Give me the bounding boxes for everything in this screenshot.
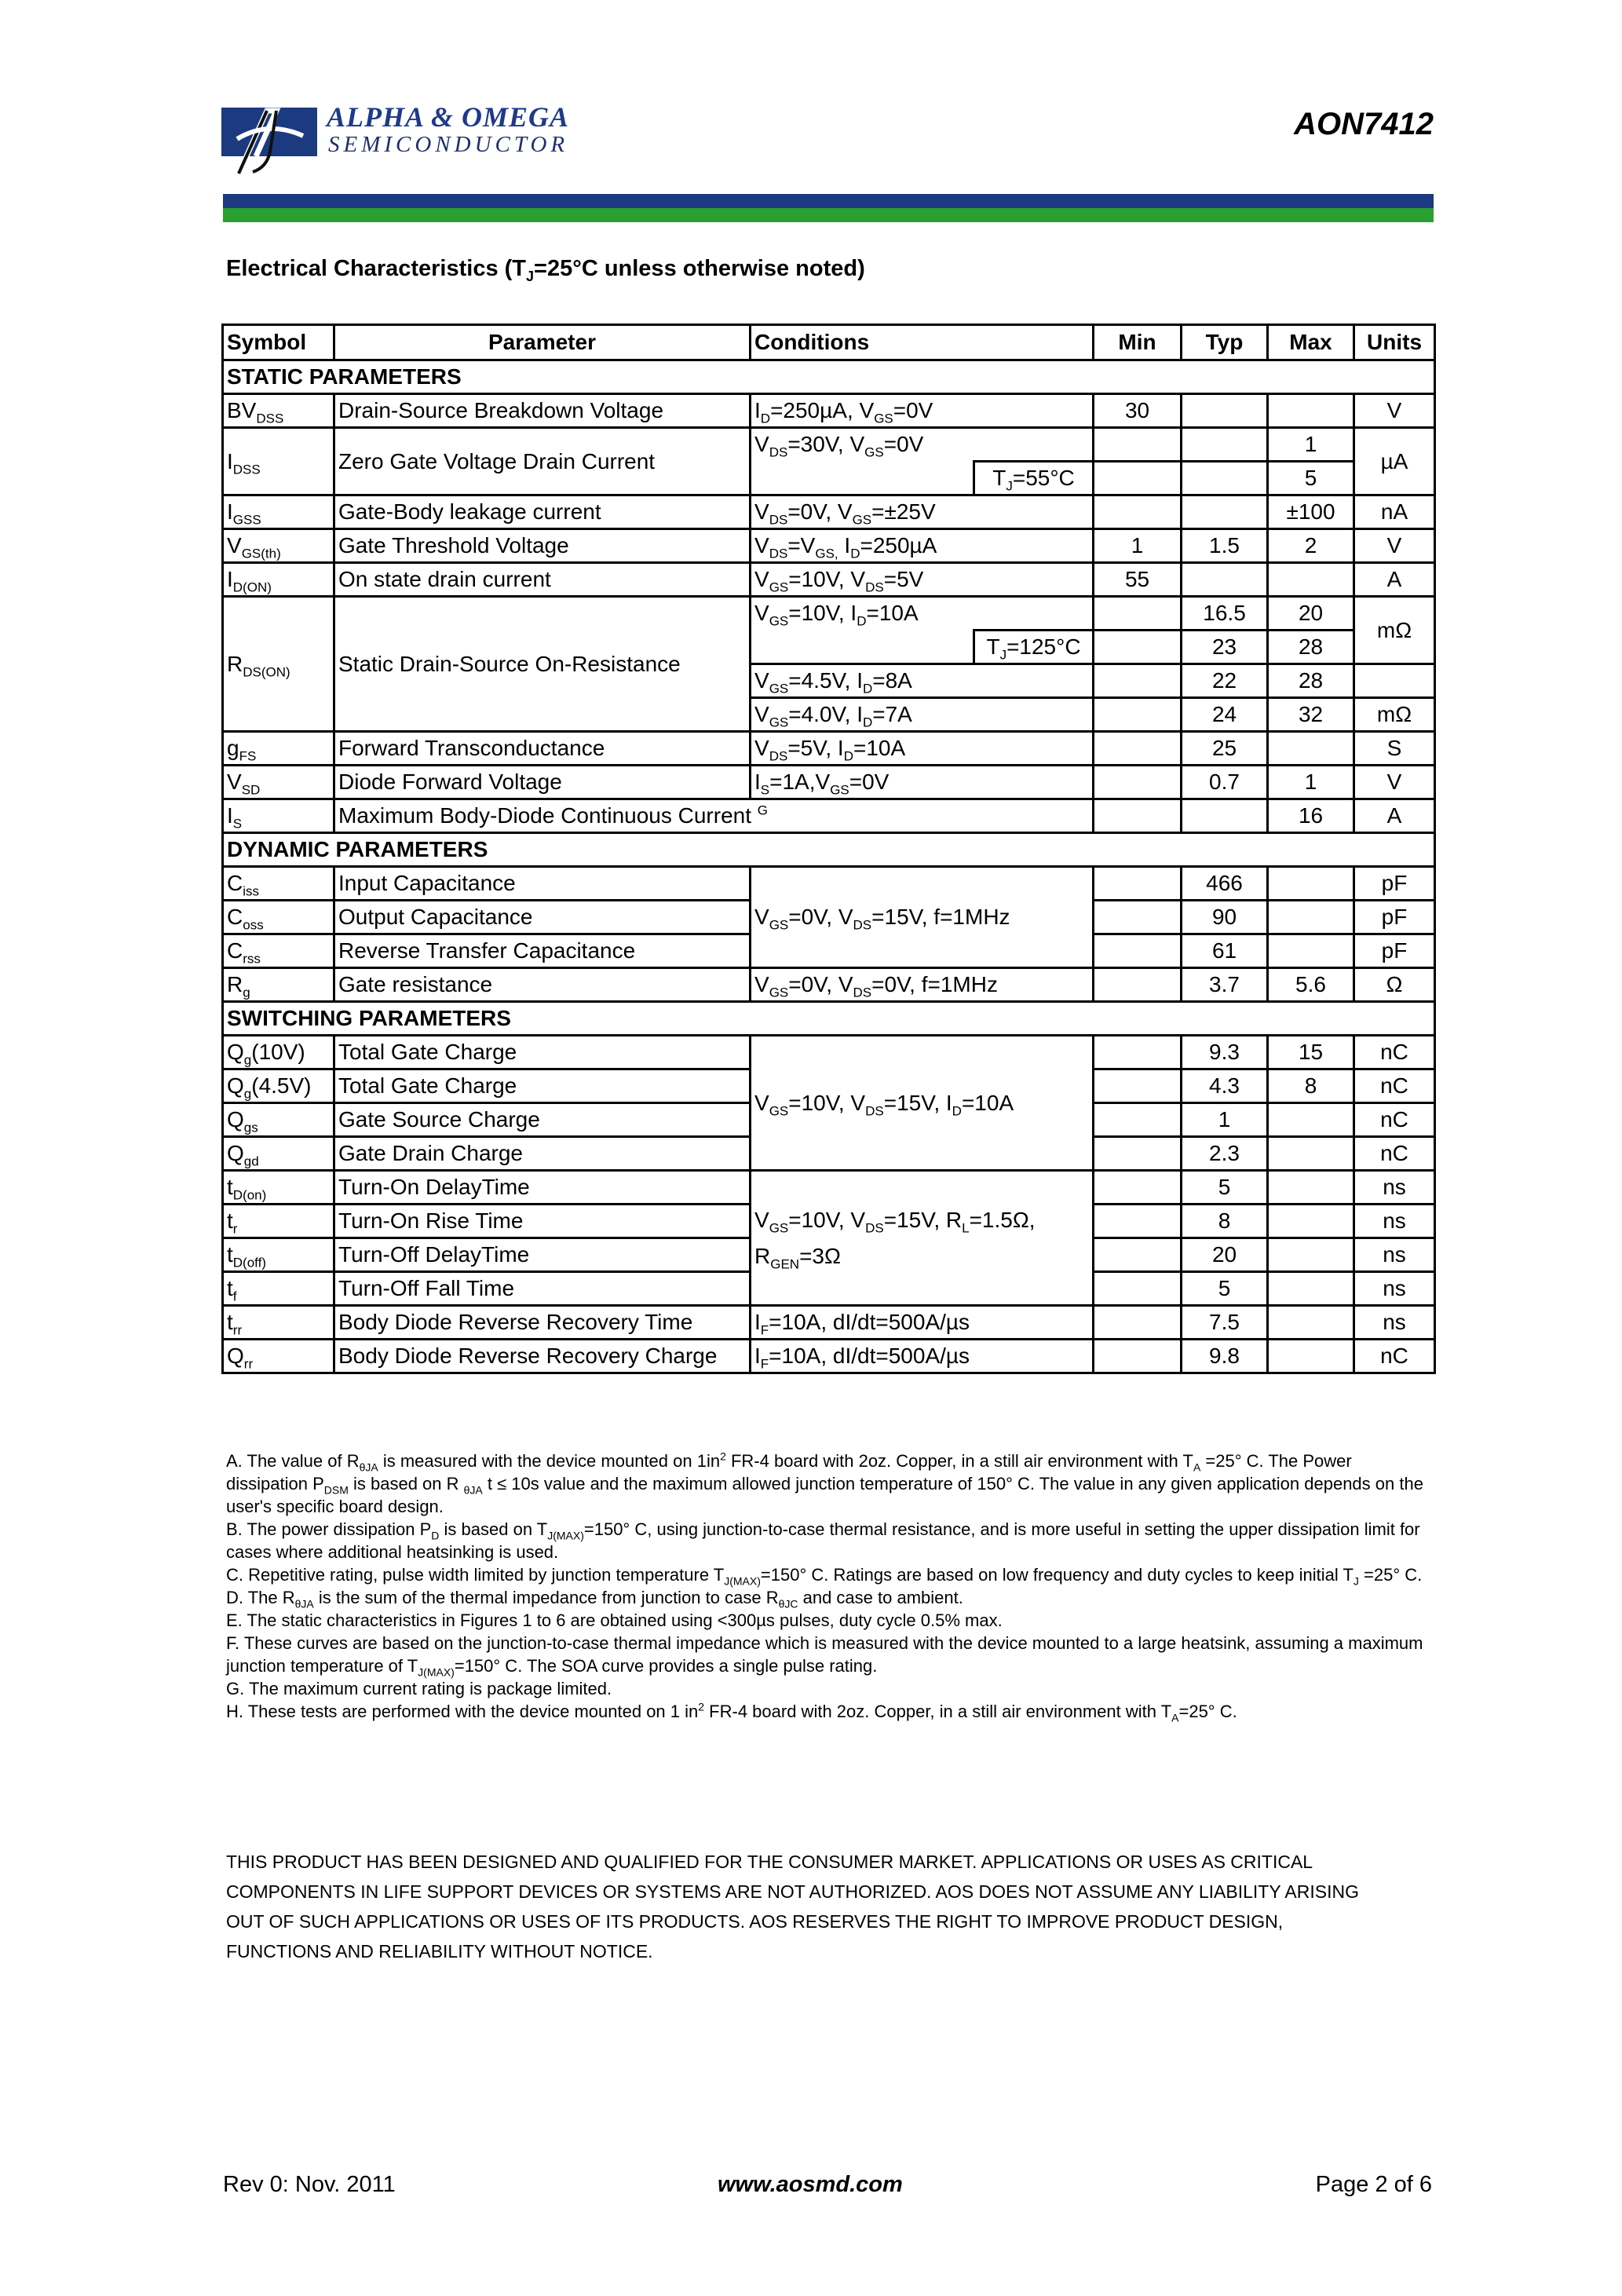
min-cell bbox=[1094, 766, 1182, 799]
max-cell bbox=[1268, 1171, 1354, 1205]
min-cell bbox=[1094, 462, 1182, 495]
min-cell bbox=[1094, 1205, 1182, 1238]
typ-cell bbox=[1182, 462, 1268, 495]
min-cell bbox=[1094, 867, 1182, 901]
symbol-cell: $C_{oss}$ bbox=[223, 901, 334, 934]
max-cell bbox=[1268, 732, 1354, 766]
typ-cell: 8 bbox=[1182, 1205, 1268, 1238]
max-cell bbox=[1268, 1238, 1354, 1272]
parameter-cell: Turn-Off DelayTime bbox=[334, 1238, 751, 1272]
typ-cell: 2.3 bbox=[1182, 1137, 1268, 1171]
parameter-cell: Gate-Body leakage current bbox=[334, 495, 751, 529]
disclaimer-line: THIS PRODUCT HAS BEEN DESIGNED AND QUALIFIED FOR THE CONSUMER MARKET. APPLICATIONS OR USES AS CRITICAL bbox=[226, 1852, 1313, 1872]
units-cell: V bbox=[1354, 529, 1435, 563]
symbol-cell: $I_{D(ON)}$ bbox=[223, 563, 334, 597]
typ-cell bbox=[1182, 428, 1268, 462]
typ-cell: 23 bbox=[1182, 631, 1268, 664]
header-max: Max bbox=[1268, 325, 1354, 360]
max-cell: 20 bbox=[1268, 597, 1354, 631]
typ-cell: 25 bbox=[1182, 732, 1268, 766]
max-cell: 2 bbox=[1268, 529, 1354, 563]
max-cell: 15 bbox=[1268, 1036, 1354, 1069]
min-cell bbox=[1094, 1069, 1182, 1103]
max-cell: 5.6 bbox=[1268, 968, 1354, 1002]
table-row bbox=[223, 597, 1435, 631]
typ-cell: 7.5 bbox=[1182, 1306, 1268, 1340]
max-cell: 28 bbox=[1268, 631, 1354, 664]
max-cell bbox=[1268, 1137, 1354, 1171]
units-cell: pF bbox=[1354, 867, 1435, 901]
disclaimer-line: OUT OF SUCH APPLICATIONS OR USES OF ITS PRODUCTS. AOS RESERVES THE RIGHT TO IMPROVE PRODUCT DESIGN, bbox=[226, 1911, 1284, 1932]
section-static: STATIC PARAMETERS bbox=[223, 360, 1435, 394]
header-parameter: Parameter bbox=[334, 325, 751, 360]
units-cell bbox=[1354, 664, 1435, 698]
min-cell bbox=[1094, 1036, 1182, 1069]
units-cell: ns bbox=[1354, 1306, 1435, 1340]
header-min: Min bbox=[1094, 325, 1182, 360]
min-cell bbox=[1094, 968, 1182, 1002]
max-cell: 8 bbox=[1268, 1069, 1354, 1103]
min-cell: 30 bbox=[1094, 394, 1182, 428]
units-cell: S bbox=[1354, 732, 1435, 766]
conditions-cell: $V_{DS}=5V$, $I_D=10A$ bbox=[751, 732, 1094, 766]
typ-cell: 1 bbox=[1182, 1103, 1268, 1137]
symbol-cell: $C_{iss}$ bbox=[223, 867, 334, 901]
symbol-cell: $t_f$ bbox=[223, 1272, 334, 1306]
conditions-cell: $I_F=10A$, dI/dt=500A/µs bbox=[751, 1340, 1094, 1373]
units-cell: µA bbox=[1354, 428, 1435, 495]
header-symbol: Symbol bbox=[223, 325, 334, 360]
min-cell bbox=[1094, 934, 1182, 968]
conditions-cell: $V_{GS}=10V$, $V_{DS}=15V$, $I_D=10A$ bbox=[751, 1036, 1094, 1171]
units-cell: ns bbox=[1354, 1171, 1435, 1205]
units-cell: ns bbox=[1354, 1272, 1435, 1306]
max-cell bbox=[1268, 1340, 1354, 1373]
units-cell: V bbox=[1354, 766, 1435, 799]
symbol-cell: $Q_g(4.5V)$ bbox=[223, 1069, 334, 1103]
symbol-cell: $I_S$ bbox=[223, 799, 334, 833]
table-row bbox=[223, 968, 1435, 1002]
units-cell: Ω bbox=[1354, 968, 1435, 1002]
table-row bbox=[223, 529, 1435, 563]
table-row bbox=[223, 495, 1435, 529]
symbol-cell: $g_{FS}$ bbox=[223, 732, 334, 766]
units-cell: nC bbox=[1354, 1340, 1435, 1373]
units-cell: nC bbox=[1354, 1103, 1435, 1137]
parameter-cell: Turn-Off Fall Time bbox=[334, 1272, 751, 1306]
parameter-cell: Gate Drain Charge bbox=[334, 1137, 751, 1171]
table-row bbox=[223, 428, 1435, 462]
table-row bbox=[223, 867, 1435, 901]
max-cell: 1 bbox=[1268, 766, 1354, 799]
typ-cell: 1.5 bbox=[1182, 529, 1268, 563]
table-header-row bbox=[223, 325, 1435, 360]
footnote: C. Repetitive rating, pulse width limited by junction temperature $T_{J(MAX)}=150^\circ$ C. Ratings are based on low frequency and duty cycles to keep initial $T_J =25^\circ$ C. bbox=[226, 1565, 1423, 1588]
conditions-cell: $T_J=55^\circ C$ bbox=[974, 462, 1094, 495]
header-bar-green bbox=[223, 208, 1434, 222]
max-cell: 1 bbox=[1268, 428, 1354, 462]
conditions-cell: $I_F=10A$, dI/dt=500A/µs bbox=[751, 1306, 1094, 1340]
units-cell: V bbox=[1354, 394, 1435, 428]
footnotes bbox=[226, 1450, 1435, 1723]
units-cell: ns bbox=[1354, 1238, 1435, 1272]
table-row bbox=[223, 732, 1435, 766]
typ-cell: 5 bbox=[1182, 1272, 1268, 1306]
conditions-cell: $V_{GS}=4.5V$, $I_D=8A$ bbox=[751, 664, 1094, 698]
typ-cell: 9.8 bbox=[1182, 1340, 1268, 1373]
units-cell: mΩ bbox=[1354, 597, 1435, 664]
max-cell: 32 bbox=[1268, 698, 1354, 732]
units-cell: A bbox=[1354, 799, 1435, 833]
parameter-cell: Diode Forward Voltage bbox=[334, 766, 751, 799]
conditions-cell: $I_S=1A,V_{GS}=0V$ bbox=[751, 766, 1094, 799]
parameter-cell: Forward Transconductance bbox=[334, 732, 751, 766]
parameter-cell: Output Capacitance bbox=[334, 901, 751, 934]
alpha-omega-logo-icon bbox=[221, 104, 317, 175]
units-cell: A bbox=[1354, 563, 1435, 597]
max-cell bbox=[1268, 1272, 1354, 1306]
min-cell bbox=[1094, 597, 1182, 631]
units-cell: nC bbox=[1354, 1036, 1435, 1069]
max-cell bbox=[1268, 1306, 1354, 1340]
brand-name: ALPHA & OMEGA bbox=[327, 101, 570, 133]
footer-website-link[interactable]: www.aosmd.com bbox=[718, 2172, 903, 2197]
typ-cell bbox=[1182, 394, 1268, 428]
footer-page-number: Page 2 of 6 bbox=[1315, 2172, 1432, 2197]
typ-cell: 3.7 bbox=[1182, 968, 1268, 1002]
section-switching: SWITCHING PARAMETERS bbox=[223, 1002, 1435, 1036]
symbol-cell: $V_{GS(th)}$ bbox=[223, 529, 334, 563]
parameter-cell: Turn-On DelayTime bbox=[334, 1171, 751, 1205]
symbol-cell: $I_{DSS}$ bbox=[223, 428, 334, 495]
symbol-cell: $R_g$ bbox=[223, 968, 334, 1002]
typ-cell: 90 bbox=[1182, 901, 1268, 934]
typ-cell: 4.3 bbox=[1182, 1069, 1268, 1103]
units-cell: nC bbox=[1354, 1069, 1435, 1103]
footnote: E. The static characteristics in Figures 1 to 6 are obtained using <300µs pulses, duty cycle 0.5% max. bbox=[226, 1610, 1003, 1630]
parameter-cell: Maximum Body-Diode Continuous Current $^G$ bbox=[334, 799, 1094, 833]
symbol-cell: $Q_{gd}$ bbox=[223, 1137, 334, 1171]
max-cell bbox=[1268, 867, 1354, 901]
min-cell bbox=[1094, 428, 1182, 462]
min-cell bbox=[1094, 901, 1182, 934]
units-cell: pF bbox=[1354, 934, 1435, 968]
typ-cell: 61 bbox=[1182, 934, 1268, 968]
conditions-cell: $V_{GS}=0V$, $V_{DS}=0V$, f=1MHz bbox=[751, 968, 1094, 1002]
units-cell: nA bbox=[1354, 495, 1435, 529]
conditions-cell: $T_J=125^\circ C$ bbox=[974, 631, 1094, 664]
conditions-spacer bbox=[751, 631, 974, 664]
max-cell bbox=[1268, 934, 1354, 968]
typ-cell bbox=[1182, 799, 1268, 833]
typ-cell bbox=[1182, 563, 1268, 597]
min-cell bbox=[1094, 631, 1182, 664]
min-cell bbox=[1094, 1238, 1182, 1272]
symbol-cell: $Q_{gs}$ bbox=[223, 1103, 334, 1137]
symbol-cell: $Q_g(10V)$ bbox=[223, 1036, 334, 1069]
section-heading: Electrical Characteristics ($T_J=25^\circ C$ unless otherwise noted) bbox=[226, 256, 865, 284]
parameter-cell: Turn-On Rise Time bbox=[334, 1205, 751, 1238]
table-row bbox=[223, 1340, 1435, 1373]
footnote: H. These tests are performed with the device mounted on 1 $in^2$ FR-4 board with 2oz. Copper, in a still air environment with $T_A=25^\circ$ C. bbox=[226, 1700, 1237, 1724]
footnote: F. These curves are based on the junction-to-case thermal impedance which is measured with the device mounted to a large heatsink, assuming a maximum junction temperature of $T_{J(MAX)}=150^\circ$ C. The SOA curve provides a single pulse rating. bbox=[226, 1633, 1423, 1679]
max-cell: 28 bbox=[1268, 664, 1354, 698]
footer-revision: Rev 0: Nov. 2011 bbox=[223, 2172, 396, 2197]
min-cell: 55 bbox=[1094, 563, 1182, 597]
disclaimer-line: FUNCTIONS AND RELIABILITY WITHOUT NOTICE. bbox=[226, 1941, 653, 1961]
parameter-cell: Gate Threshold Voltage bbox=[334, 529, 751, 563]
min-cell bbox=[1094, 732, 1182, 766]
parameter-cell: Static Drain-Source On-Resistance bbox=[334, 597, 751, 732]
conditions-cell: $V_{DS}=V_{GS,}$ $I_D=250\mu A$ bbox=[751, 529, 1094, 563]
parameter-cell: Gate Source Charge bbox=[334, 1103, 751, 1137]
typ-cell: 22 bbox=[1182, 664, 1268, 698]
conditions-cell: $V_{GS}=0V$, $V_{DS}=15V$, f=1MHz bbox=[751, 867, 1094, 968]
typ-cell bbox=[1182, 495, 1268, 529]
header-bar-blue bbox=[223, 194, 1434, 208]
typ-cell: 5 bbox=[1182, 1171, 1268, 1205]
electrical-characteristics-table bbox=[221, 324, 1436, 1374]
symbol-cell: $t_{D(off)}$ bbox=[223, 1238, 334, 1272]
table-row bbox=[223, 563, 1435, 597]
footnote: G. The maximum current rating is package limited. bbox=[226, 1679, 612, 1698]
header-units: Units bbox=[1354, 325, 1435, 360]
header-typ: Typ bbox=[1182, 325, 1268, 360]
min-cell bbox=[1094, 1103, 1182, 1137]
symbol-cell: $I_{GSS}$ bbox=[223, 495, 334, 529]
typ-cell: 466 bbox=[1182, 867, 1268, 901]
conditions-cell: $V_{DS}=0V$, $V_{GS}=\pm 25V$ bbox=[751, 495, 1094, 529]
parameter-cell: Total Gate Charge bbox=[334, 1069, 751, 1103]
parameter-cell: Input Capacitance bbox=[334, 867, 751, 901]
typ-cell: 24 bbox=[1182, 698, 1268, 732]
min-cell bbox=[1094, 495, 1182, 529]
max-cell bbox=[1268, 1103, 1354, 1137]
typ-cell: 16.5 bbox=[1182, 597, 1268, 631]
symbol-cell: $t_r$ bbox=[223, 1205, 334, 1238]
parameter-cell: Gate resistance bbox=[334, 968, 751, 1002]
symbol-cell: $C_{rss}$ bbox=[223, 934, 334, 968]
footnote: B. The power dissipation $P_D$ is based on $T_{J(MAX)}=150^\circ$ C, using junction-to-case thermal resistance, and is more useful in setting the upper dissipation limit for cases where additional heatsinking is used. bbox=[226, 1519, 1420, 1562]
symbol-cell: $R_{DS(ON)}$ bbox=[223, 597, 334, 732]
parameter-cell: Body Diode Reverse Recovery Charge bbox=[334, 1340, 751, 1373]
typ-cell: 20 bbox=[1182, 1238, 1268, 1272]
conditions-cell: $V_{DS}=30V$, $V_{GS}=0V$ bbox=[751, 428, 1094, 462]
max-cell bbox=[1268, 901, 1354, 934]
max-cell: 16 bbox=[1268, 799, 1354, 833]
footnote: D. The $R_{\theta JA}$ is the sum of the thermal impedance from junction to case $R_{\theta JC}$ and case to ambient. bbox=[226, 1588, 963, 1610]
min-cell bbox=[1094, 698, 1182, 732]
symbol-cell: $t_{D(on)}$ bbox=[223, 1171, 334, 1205]
conditions-cell: $V_{GS}=10V$, $V_{DS}=15V$, $R_L=1.5\Omega$, $R_{GEN}=3\Omega$ bbox=[751, 1171, 1094, 1306]
parameter-cell: Reverse Transfer Capacitance bbox=[334, 934, 751, 968]
max-cell bbox=[1268, 394, 1354, 428]
min-cell bbox=[1094, 1272, 1182, 1306]
footnote: A. The value of $R_{\theta JA}$ is measured with the device mounted on $1in^2$ FR-4 board with 2oz. Copper, in a still air environment with $T_A =25^\circ$ C. The Power dissipation $P_{DSM}$ is based on R $_{\theta JA}$ t ≤ 10s value and the maximum allowed junction temperature of 150° C. The value in any given application depends on the user's specific board design. bbox=[226, 1450, 1423, 1516]
units-cell: nC bbox=[1354, 1137, 1435, 1171]
header-conditions: Conditions bbox=[751, 325, 1094, 360]
table-row bbox=[223, 1036, 1435, 1069]
parameter-cell: Total Gate Charge bbox=[334, 1036, 751, 1069]
min-cell bbox=[1094, 664, 1182, 698]
max-cell bbox=[1268, 1205, 1354, 1238]
conditions-cell: $V_{GS}=10V$, $V_{DS}=5V$ bbox=[751, 563, 1094, 597]
conditions-cell: $V_{GS}=10V$, $I_D=10A$ bbox=[751, 597, 1094, 631]
symbol-cell: $BV_{DSS}$ bbox=[223, 394, 334, 428]
max-cell bbox=[1268, 563, 1354, 597]
table-row bbox=[223, 1306, 1435, 1340]
min-cell bbox=[1094, 1137, 1182, 1171]
min-cell bbox=[1094, 1340, 1182, 1373]
symbol-cell: $Q_{rr}$ bbox=[223, 1340, 334, 1373]
part-number: AON7412 bbox=[1294, 107, 1434, 141]
table-row bbox=[223, 799, 1435, 833]
units-cell: ns bbox=[1354, 1205, 1435, 1238]
table-row bbox=[223, 1171, 1435, 1205]
conditions-cell: $V_{GS}=4.0V$, $I_D=7A$ bbox=[751, 698, 1094, 732]
parameter-cell: Drain-Source Breakdown Voltage bbox=[334, 394, 751, 428]
min-cell: 1 bbox=[1094, 529, 1182, 563]
units-cell: mΩ bbox=[1354, 698, 1435, 732]
symbol-cell: $V_{SD}$ bbox=[223, 766, 334, 799]
conditions-cell: $I_D=250\mu A$, $V_{GS}=0V$ bbox=[751, 394, 1094, 428]
table-row bbox=[223, 394, 1435, 428]
disclaimer bbox=[226, 1847, 1435, 1966]
typ-cell: 0.7 bbox=[1182, 766, 1268, 799]
min-cell bbox=[1094, 799, 1182, 833]
max-cell: ±100 bbox=[1268, 495, 1354, 529]
parameter-cell: On state drain current bbox=[334, 563, 751, 597]
brand-subtitle: SEMICONDUCTOR bbox=[328, 132, 569, 157]
max-cell: 5 bbox=[1268, 462, 1354, 495]
typ-cell: 9.3 bbox=[1182, 1036, 1268, 1069]
parameter-cell: Body Diode Reverse Recovery Time bbox=[334, 1306, 751, 1340]
conditions-spacer bbox=[751, 462, 974, 495]
min-cell bbox=[1094, 1306, 1182, 1340]
table-row bbox=[223, 766, 1435, 799]
section-dynamic: DYNAMIC PARAMETERS bbox=[223, 833, 1435, 867]
units-cell: pF bbox=[1354, 901, 1435, 934]
parameter-cell: Zero Gate Voltage Drain Current bbox=[334, 428, 751, 495]
symbol-cell: $t_{rr}$ bbox=[223, 1306, 334, 1340]
min-cell bbox=[1094, 1171, 1182, 1205]
disclaimer-line: COMPONENTS IN LIFE SUPPORT DEVICES OR SYSTEMS ARE NOT AUTHORIZED. AOS DOES NOT ASSUME ANY LIABILITY ARISING bbox=[226, 1881, 1359, 1902]
